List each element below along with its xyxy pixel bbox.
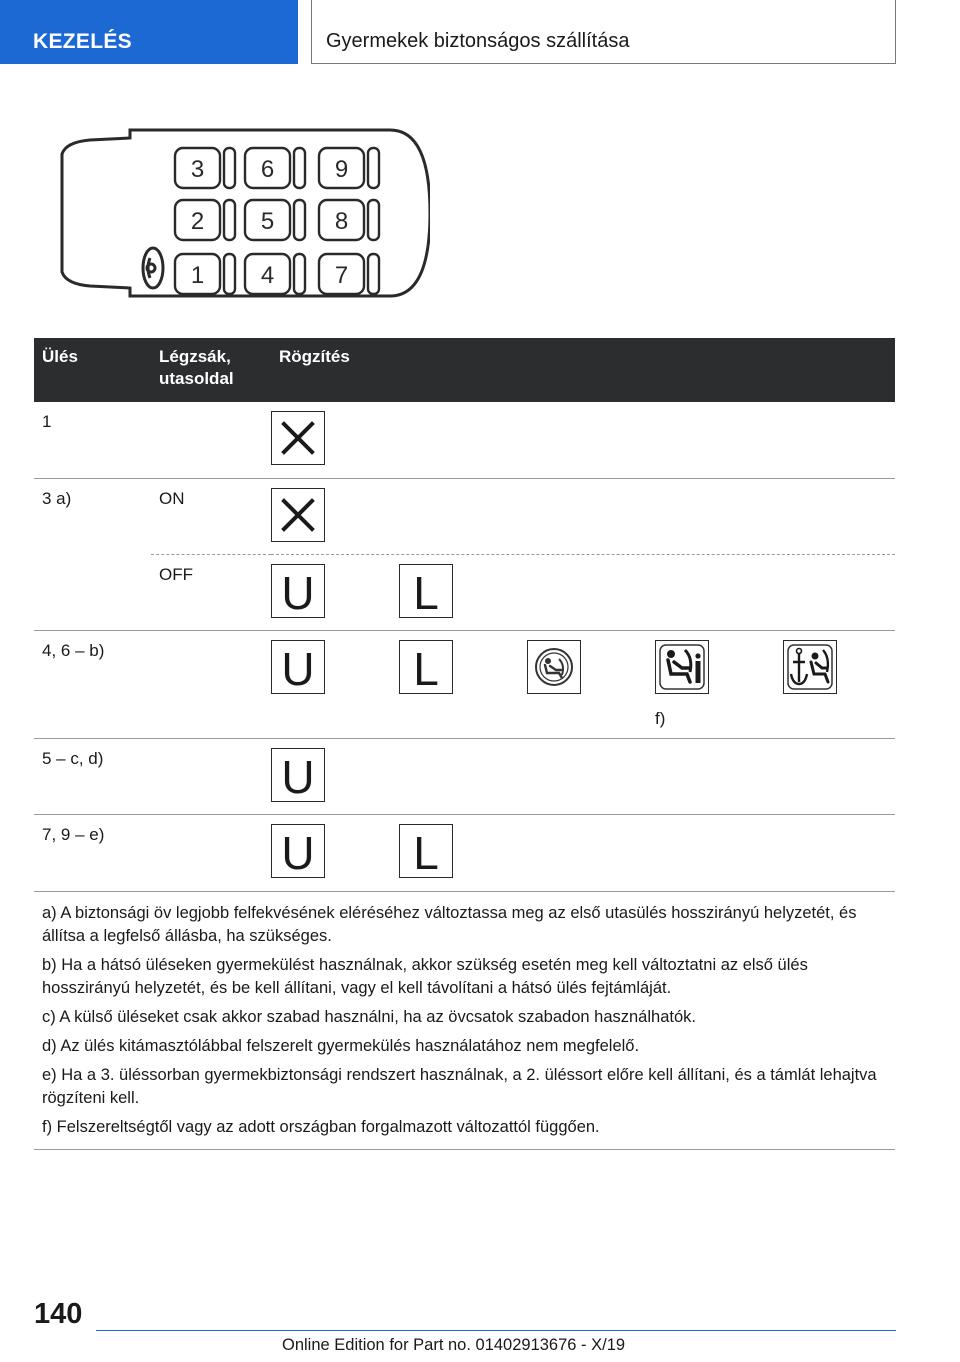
u-letter: U — [281, 829, 315, 873]
airbag-cell: OFF — [151, 555, 271, 631]
universal-u-icon — [271, 640, 325, 694]
note-c: c) A külső üléseket csak akkor szabad használni, ha az övcsatok szabadon használhatók. — [42, 1008, 696, 1026]
seat-backrest-1 — [224, 254, 235, 294]
isofix-anchor-child-seat-icon — [783, 640, 837, 694]
page-number: 140 — [34, 1298, 83, 1330]
seat-backrest-4 — [294, 254, 305, 294]
section-tab — [0, 0, 298, 64]
universal-u-icon — [271, 564, 325, 618]
col-header-fixing: Rögzítés — [271, 338, 895, 402]
airbag-cell — [151, 402, 271, 479]
fixing-cell — [271, 479, 895, 555]
seat-cell: 5 – c, d) — [34, 739, 151, 815]
cross-icon — [271, 411, 325, 465]
seat-backrest-7 — [368, 254, 379, 294]
table-row — [34, 631, 895, 739]
seat-cell: 1 — [34, 402, 151, 479]
u-letter: U — [281, 753, 315, 797]
seat-grid — [175, 148, 379, 294]
footnote-marker: f) — [655, 709, 666, 728]
universal-u-icon — [271, 748, 325, 802]
seat-backrest-6 — [294, 148, 305, 188]
seat-backrest-2 — [224, 200, 235, 240]
isize-child-seat-icon — [527, 640, 581, 694]
note-d: d) Az ülés kitámasztólábbal felszerelt gyermekülés használatához nem megfelelő. — [42, 1037, 640, 1055]
note-b: b) Ha a hátsó üléseken gyermekülést használnak, akkor szükség esetén meg kell változtatni az első ülés hosszirányú helyzetét, és be kell állítani, vagy el kell távolítani a hátsó ülés fejtámláját. — [42, 956, 808, 997]
seat-number-1: 1 — [190, 262, 205, 289]
seat-backrest-8 — [368, 200, 379, 240]
l-letter: L — [413, 829, 439, 873]
seat-number-4: 4 — [260, 262, 275, 289]
airbag-cell: ON — [151, 479, 271, 555]
seat-backrest-5 — [294, 200, 305, 240]
seat-cell: 3 a) — [34, 479, 151, 631]
seat-number-7: 7 — [334, 262, 349, 289]
table-row — [34, 815, 895, 892]
seat-layout-diagram — [50, 126, 430, 301]
seat-number-5: 5 — [260, 208, 275, 235]
notes-cell — [34, 892, 895, 1150]
edition-text: Online Edition for Part no. 01402913676 - X/19 — [282, 1336, 626, 1354]
table-row — [34, 739, 895, 815]
col-header-seat: Ülés — [34, 338, 151, 402]
fixing-cell — [271, 402, 895, 479]
note-e: e) Ha a 3. üléssorban gyermekbiztonsági rendszert használnak, a 2. üléssort előre kell állítani, és a támlát lehajtva rögzíteni kell. — [42, 1066, 877, 1107]
table-row — [34, 555, 895, 631]
seat-number-9: 9 — [334, 156, 349, 183]
table-row — [34, 402, 895, 479]
child-seat-table — [34, 338, 895, 1150]
fixing-cell — [271, 739, 895, 815]
semi-universal-l-icon — [399, 564, 453, 618]
page-title — [311, 0, 896, 64]
airbag-cell — [151, 631, 271, 739]
u-letter: U — [281, 645, 315, 689]
seat-number-3: 3 — [190, 156, 205, 183]
seat-backrest-3 — [224, 148, 235, 188]
seat-cell: 7, 9 – e) — [34, 815, 151, 892]
airbag-cell — [151, 739, 271, 815]
table-header-row — [34, 338, 895, 402]
col-header-airbag: Légzsák, utasoldal — [151, 338, 271, 402]
l-letter: L — [413, 645, 439, 689]
u-letter: U — [281, 569, 315, 613]
seat-number-8: 8 — [334, 208, 349, 235]
table-notes-row — [34, 892, 895, 1150]
l-letter: L — [413, 569, 439, 613]
seat-cell: 4, 6 – b) — [34, 631, 151, 739]
child-seat-info-icon — [655, 640, 709, 694]
airbag-cell — [151, 815, 271, 892]
footer-rule — [96, 1330, 896, 1331]
cross-icon — [271, 488, 325, 542]
seat-number-2: 2 — [190, 208, 205, 235]
seat-backrest-9 — [368, 148, 379, 188]
fixing-cell — [271, 631, 895, 739]
note-a: a) A biztonsági öv legjobb felfekvésének eléréséhez változtassa meg az első utasülés hosszirányú helyzetét, és állítsa a legfelső állásba, ha szükséges. — [42, 904, 857, 945]
seat-number-6: 6 — [260, 156, 275, 183]
fixing-cell — [271, 555, 895, 631]
table-row — [34, 479, 895, 555]
page-title-text: Gyermekek biztonságos szállítása — [326, 30, 630, 52]
semi-universal-l-icon — [399, 640, 453, 694]
fixing-cell — [271, 815, 895, 892]
note-f: f) Felszereltségtől vagy az adott országban forgalmazott változattól függően. — [42, 1118, 600, 1136]
steering-wheel-icon — [143, 248, 163, 288]
universal-u-icon — [271, 824, 325, 878]
section-label: KEZELÉS — [33, 30, 132, 53]
semi-universal-l-icon — [399, 824, 453, 878]
